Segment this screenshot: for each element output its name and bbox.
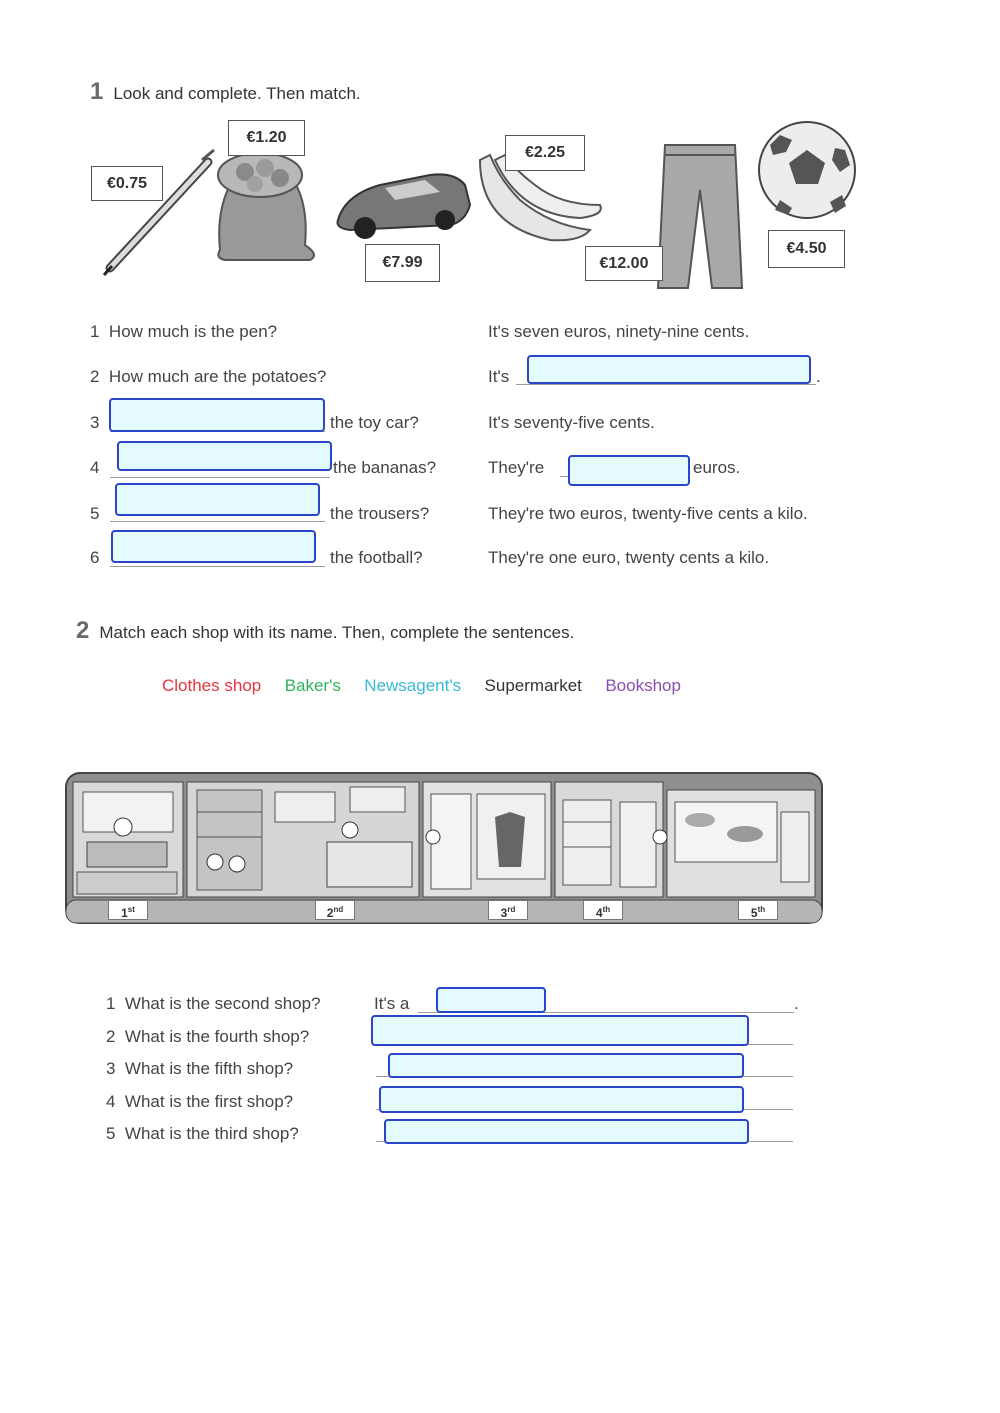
- answer-line: [516, 384, 816, 385]
- ex2-question-1: [106, 994, 321, 1014]
- price-tag-pen: €0.75: [91, 166, 163, 201]
- ex1-row-2-question: [90, 367, 326, 387]
- trousers-illustration: [658, 145, 742, 288]
- ex2-answer-3-input[interactable]: [388, 1053, 744, 1078]
- shop-name-bookshop: Bookshop: [605, 676, 681, 695]
- row-number: 1: [106, 994, 116, 1013]
- shop-label-suffix: th: [757, 905, 766, 914]
- ex1-row-4-answer-prefix: They're: [488, 458, 545, 477]
- shop-label-3rd: [488, 900, 528, 920]
- question-text: What is the first shop?: [124, 1092, 294, 1111]
- shop-label-suffix: rd: [507, 905, 516, 914]
- question-text: What is the fifth shop?: [124, 1059, 294, 1078]
- shop-name-supermarket: Supermarket: [484, 676, 582, 695]
- potato-sack-illustration: [218, 153, 314, 260]
- ex2-question-4: [106, 1092, 293, 1112]
- row-number: 2: [106, 1027, 116, 1046]
- ex1-row-1-answer: It's seven euros, ninety-nine cents.: [488, 322, 750, 341]
- ex2-question-3: [106, 1059, 293, 1079]
- question-text: What is the second shop?: [124, 994, 321, 1013]
- row-number: 3: [106, 1059, 116, 1078]
- shop-street-illustration: [65, 772, 823, 924]
- shop-label-number: 3: [500, 906, 508, 920]
- question-text: What is the fourth shop?: [124, 1027, 310, 1046]
- shop-name-newsagents: Newsagent's: [364, 676, 462, 695]
- shop-label-number: 5: [750, 906, 758, 920]
- shop-name-bakers: Baker's: [284, 676, 341, 695]
- ex2-answer-1-prefix: It's a: [374, 994, 410, 1013]
- ex2-question-5: [106, 1124, 299, 1144]
- ex2-answer-4-input[interactable]: [379, 1086, 744, 1113]
- ex1-row-6-number: 6: [90, 548, 100, 567]
- price-tag-car: €7.99: [365, 244, 440, 282]
- exercise-instruction: Look and complete. Then match.: [113, 84, 361, 103]
- ex1-row-4-question-suffix: the bananas?: [333, 458, 437, 477]
- price-tag-bananas: €2.25: [505, 135, 585, 171]
- answer-line: [110, 566, 325, 567]
- exercise-number: 2: [76, 617, 90, 644]
- ex1-row-6-question-input[interactable]: [111, 530, 316, 563]
- shop-label-suffix: th: [602, 905, 611, 914]
- ex1-row-4-number: 4: [90, 458, 100, 477]
- shop-street-drawing: [65, 772, 823, 924]
- ex1-row-2-answer-prefix: It's: [488, 367, 510, 386]
- ex1-row-3-number: 3: [90, 413, 100, 432]
- ex2-answer-2-input[interactable]: [371, 1015, 749, 1046]
- shop-label-2nd: [315, 900, 355, 920]
- shop-label-number: 1: [121, 906, 128, 920]
- ex1-row-5-question-input[interactable]: [115, 483, 320, 516]
- ex2-answer-1-suffix: .: [794, 994, 799, 1013]
- row-number: 4: [106, 1092, 116, 1111]
- ex1-row-5-answer: They're two euros, twenty-five cents a kilo.: [488, 504, 808, 523]
- row-number: 2: [90, 367, 100, 386]
- ex1-row-3-answer: It's seventy-five cents.: [488, 413, 655, 432]
- ex1-row-2-answer-suffix: .: [816, 367, 821, 386]
- ex1-row-1-question: [90, 322, 277, 342]
- shop-name-clothes-shop: Clothes shop: [162, 676, 262, 695]
- ex1-row-5-question-suffix: the trousers?: [330, 504, 430, 523]
- shop-label-number: 4: [595, 906, 603, 920]
- ex2-answer-5-input[interactable]: [384, 1119, 749, 1144]
- exercise-instruction: Match each shop with its name. Then, complete the sentences.: [99, 623, 575, 642]
- question-text: What is the third shop?: [124, 1124, 299, 1143]
- ex1-row-3-question-suffix: the toy car?: [330, 413, 419, 432]
- ex1-row-4-answer-suffix: euros.: [693, 458, 741, 477]
- question-text: How much are the potatoes?: [108, 367, 327, 386]
- toy-car-illustration: [338, 174, 471, 239]
- question-text: How much is the pen?: [108, 322, 278, 341]
- shop-label-suffix: st: [127, 905, 135, 914]
- ex2-answer-1-input[interactable]: [436, 987, 546, 1013]
- exercise-number: 1: [90, 78, 104, 105]
- answer-line: [110, 521, 325, 522]
- ex1-row-3-question-input[interactable]: [109, 398, 325, 432]
- shop-label-number: 2: [326, 906, 334, 920]
- football-illustration: [759, 122, 855, 218]
- ex1-row-6-question-suffix: the football?: [330, 548, 423, 567]
- ex1-row-2-answer-input[interactable]: [527, 355, 811, 384]
- ex1-row-5-number: 5: [90, 504, 100, 523]
- price-tag-trousers: €12.00: [585, 246, 663, 281]
- answer-line: [110, 477, 330, 478]
- row-number: 5: [106, 1124, 116, 1143]
- shop-label-5th: [738, 900, 778, 920]
- price-tag-potatoes: €1.20: [228, 120, 305, 156]
- shop-label-1st: [108, 900, 148, 920]
- shop-names-list: [162, 676, 700, 696]
- row-number: 1: [90, 322, 100, 341]
- shop-label-suffix: nd: [333, 905, 344, 914]
- exercise-1-heading: [90, 78, 361, 106]
- ex2-question-2: [106, 1027, 309, 1047]
- ex1-row-4-answer-input[interactable]: [568, 455, 690, 486]
- shop-label-4th: [583, 900, 623, 920]
- ex1-row-6-answer: They're one euro, twenty cents a kilo.: [488, 548, 770, 567]
- ex1-row-4-question-input[interactable]: [117, 441, 332, 471]
- exercise-2-heading: [76, 617, 574, 645]
- price-tag-football: €4.50: [768, 230, 845, 268]
- items-illustration: [80, 110, 880, 300]
